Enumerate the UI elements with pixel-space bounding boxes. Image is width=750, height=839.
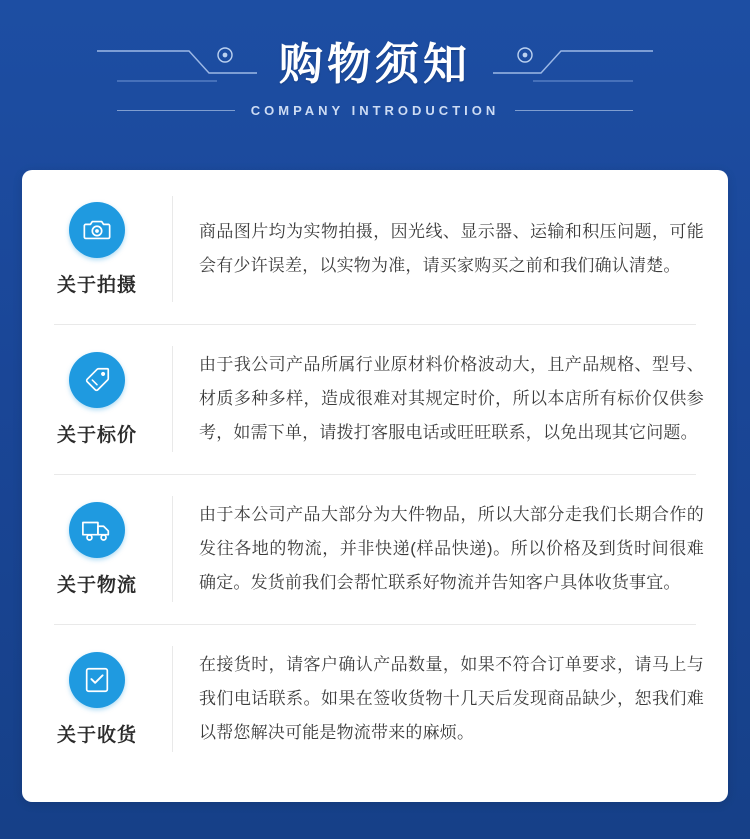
title-decoration-left [97, 43, 257, 87]
title-row [0, 39, 750, 89]
section-label: 关于标价 [56, 424, 137, 446]
page-subtitle-row [0, 103, 750, 118]
notice-row-receiving [22, 624, 728, 774]
text-column [173, 324, 728, 474]
notice-row-logistics [22, 474, 728, 624]
camera-icon [69, 202, 125, 258]
notice-row-photography [22, 174, 728, 324]
notice-card [22, 170, 728, 802]
section-text: 商品图片均为实物拍摄，因光线、显示器、运输和积压问题，可能会有少许误差，以实物为准，请买家购买之前和我们确认清楚。 [199, 222, 704, 275]
section-label: 关于拍摄 [56, 274, 137, 296]
icon-column [22, 324, 172, 474]
section-text: 在接货时，请客户确认产品数量，如果不符合订单要求，请马上与我们电话联系。如果在签收货物十几天后发现商品缺少，恕我们难以帮您解决可能是物流带来的麻烦。 [199, 655, 704, 742]
icon-column [22, 174, 172, 324]
subtitle-line-right [515, 110, 633, 111]
section-text: 由于我公司产品所属行业原材料价格波动大，且产品规格、型号、材质多种多样，造成很难对其规定时价，所以本店所有标价仅供参考，如需下单，请拨打客服电话或旺旺联系，以免出现其它问题。 [199, 355, 704, 442]
subtitle-line-left [117, 110, 235, 111]
notice-row-pricing [22, 324, 728, 474]
page-header [0, 0, 750, 160]
page-title: 购物须知 [279, 39, 471, 89]
truck-icon [69, 502, 125, 558]
section-label: 关于收货 [56, 724, 137, 746]
price-tag-icon [69, 352, 125, 408]
icon-column [22, 474, 172, 624]
checklist-box-icon [69, 652, 125, 708]
text-column [173, 624, 728, 774]
section-text: 由于本公司产品大部分为大件物品，所以大部分走我们长期合作的发往各地的物流，并非快递(样品快递)。所以价格及到货时间很难确定。发货前我们会帮忙联系好物流并告知客户具体收货事宜。 [199, 505, 704, 592]
title-decoration-right [493, 43, 653, 87]
section-label: 关于物流 [56, 574, 137, 596]
icon-column [22, 624, 172, 774]
text-column [173, 474, 728, 624]
text-column [173, 174, 728, 324]
page-subtitle: COMPANY INTRODUCTION [250, 102, 500, 118]
